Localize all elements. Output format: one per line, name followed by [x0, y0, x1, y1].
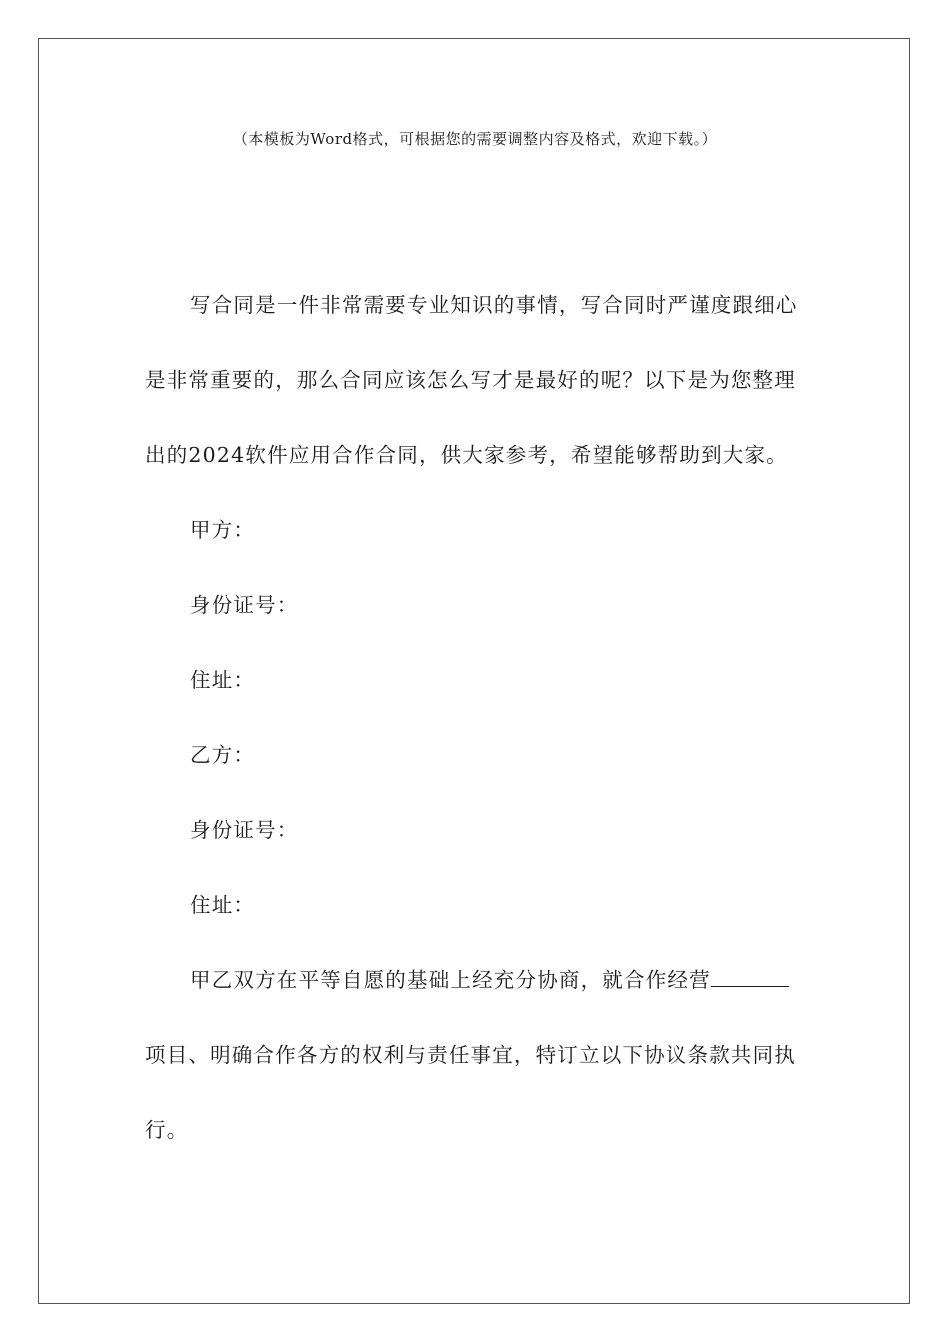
- party-a-id-label: 身份证号：: [190, 593, 299, 617]
- party-b-id-label: 身份证号：: [190, 818, 299, 842]
- document-body: [145, 268, 805, 1168]
- project-name-blank: [711, 970, 789, 987]
- template-note: （本模板为Word格式，可根据您的需要调整内容及格式，欢迎下载。）: [232, 130, 718, 148]
- party-a-address-label: 住址：: [190, 668, 256, 692]
- party-b-address-label: 住址：: [190, 893, 256, 917]
- party-b-name-label: 乙方：: [190, 743, 256, 767]
- party-a-name-label: 甲方：: [190, 518, 256, 542]
- agreement-text-before-blank: 甲乙双方在平等自愿的基础上经充分协商，就合作经营: [190, 968, 711, 992]
- agreement-paragraph: [145, 943, 805, 1168]
- agreement-text-after-blank: 项目、明确合作各方的权利与责任事宜，特订立以下协议条款共同执行。: [145, 1043, 796, 1142]
- intro-paragraph: 写合同是一件非常需要专业知识的事情，写合同时严谨度跟细心是非常重要的，那么合同应该怎么写才是最好的呢？以下是为您整理出的2024软件应用合作合同，供大家参考，希望能够帮助到大家。: [145, 293, 798, 467]
